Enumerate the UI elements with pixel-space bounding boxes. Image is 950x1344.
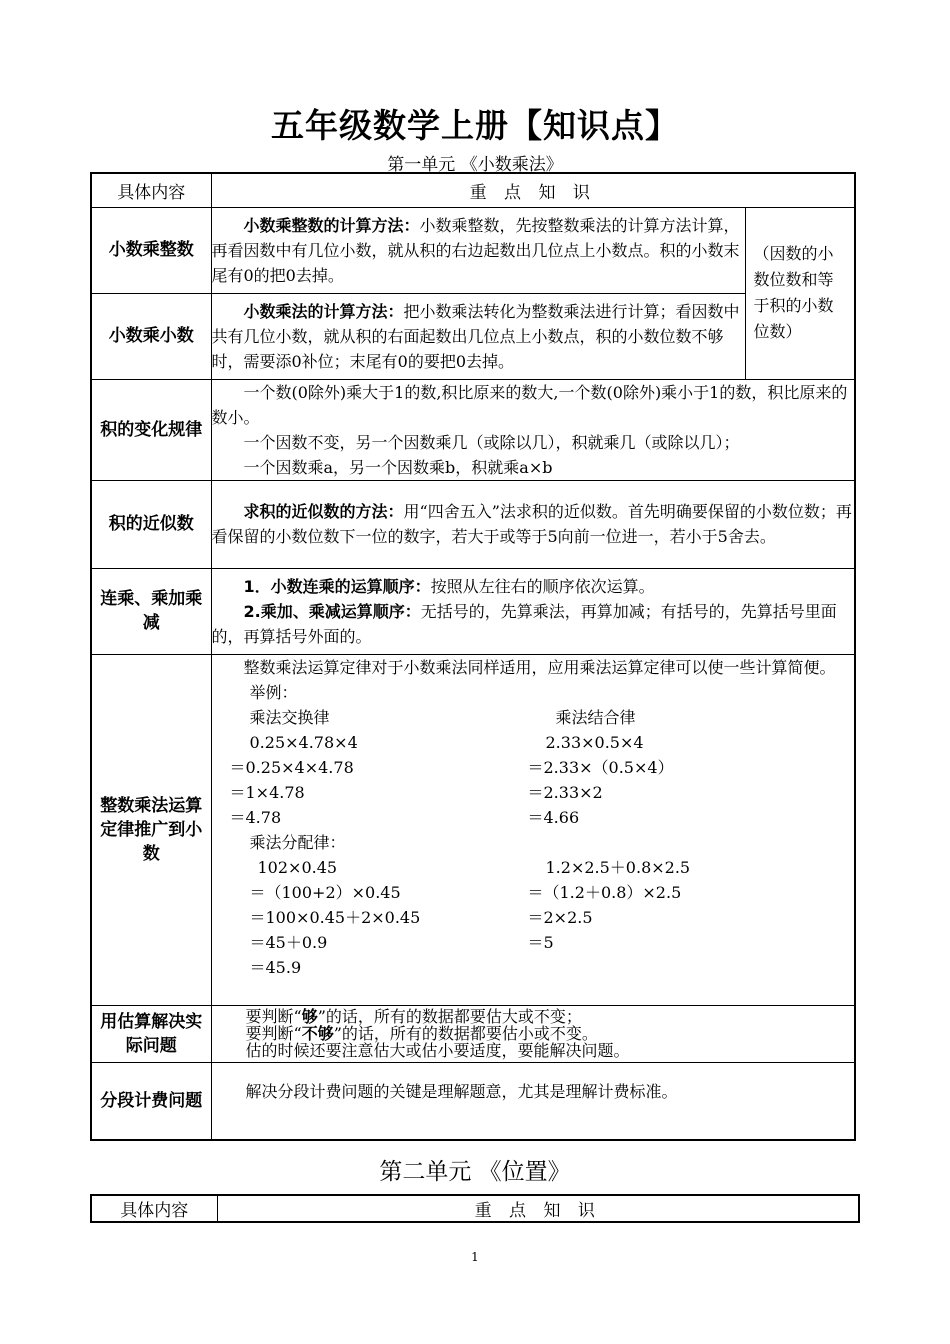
side-note: （因数的小数位数和等于积的小数位数）	[745, 207, 855, 379]
row-label-decimal-times-integer: 小数乘整数	[91, 207, 211, 293]
calc-step: ＝100×0.45＋2×0.45	[249, 907, 421, 927]
order-text: 无括号的，先算乘法，再算加减；有括号的，先算括号里面的，再算括号外面的。	[211, 601, 837, 646]
row-label-decimal-times-decimal: 小数乘小数	[91, 293, 211, 379]
method-title: 求积的近似数的方法：	[243, 502, 404, 521]
order-title: 1．小数连乘的运算顺序：	[243, 576, 431, 596]
header-knowledge-col: 重 点 知 识	[211, 173, 855, 207]
row-content	[211, 480, 855, 568]
table-row	[91, 480, 855, 568]
estimation-line: 要判断“够”的话，所有的数据都要估大或不变；	[245, 1007, 582, 1026]
row-label-product-rules: 积的变化规律	[91, 379, 211, 480]
calc-step: ＝45.9	[249, 957, 302, 977]
row-content	[211, 1062, 855, 1140]
estimation-line: 估的时候还要注意估大或估小要适度，要能解决问题。	[245, 1041, 630, 1060]
table-row	[91, 1062, 855, 1140]
table-row	[91, 293, 855, 379]
unit1-table	[90, 172, 856, 1141]
row-content	[211, 207, 745, 293]
calc-step: ＝4.78	[229, 807, 282, 827]
row-content	[211, 1005, 855, 1062]
table-row	[91, 568, 855, 654]
row-content	[211, 654, 855, 1005]
unit2-table	[90, 1194, 860, 1223]
billing-text: 解决分段计费问题的关键是理解题意，尤其是理解计费标准。	[245, 1081, 678, 1101]
calc-step: ＝2.33×（0.5×4）	[527, 757, 674, 777]
row-label-tiered-billing: 分段计费问题	[91, 1062, 211, 1140]
paragraph: 一个数(0除外)乘大于1的数,积比原来的数大,一个数(0除外)乘小于1的数，积比原来的数小。	[211, 382, 848, 427]
table-row	[91, 654, 855, 1005]
table-row	[91, 1005, 855, 1062]
header-content-col: 具体内容	[91, 173, 211, 207]
calc-step: ＝2×2.5	[527, 907, 593, 927]
paragraph: 一个因数不变，另一个因数乘几（或除以几），积就乘几（或除以几）；	[243, 432, 740, 452]
page-number: 1	[471, 1250, 479, 1264]
paragraph: 一个因数乘a，另一个因数乘b，积就乘a×b	[243, 457, 553, 477]
calc-step: ＝45＋0.9	[249, 932, 328, 952]
row-content	[211, 293, 745, 379]
table-row	[91, 207, 855, 293]
calc-step: 102×0.45	[257, 857, 338, 877]
document-title: 五年级数学上册【知识点】	[271, 106, 679, 145]
row-content	[211, 379, 855, 480]
calc-step: ＝1×4.78	[229, 782, 305, 802]
method-title: 小数乘整数的计算方法：	[243, 215, 420, 235]
header-content-col: 具体内容	[91, 1195, 217, 1222]
table-header-row	[91, 173, 855, 207]
calc-step: ＝5	[527, 932, 554, 952]
estimation-line: 要判断“不够”的话，所有的数据都要估小或不变。	[245, 1024, 598, 1043]
calc-examples	[212, 680, 855, 1005]
row-label-chain-operations: 连乘、乘加乘减	[91, 568, 211, 654]
calc-step: ＝0.25×4×4.78	[229, 757, 354, 777]
order-title: 2.乘加、乘减运算顺序：	[243, 601, 421, 621]
associative-title: 乘法结合律	[555, 707, 636, 727]
calc-step: ＝2.33×2	[527, 782, 603, 802]
row-label-laws-extension: 整数乘法运算定律推广到小数	[91, 654, 211, 1005]
method-text: 小数乘整数，先按整数乘法的计算方法计算，再看因数中有几位小数，就从积的右边起数出几位点上小数点。积的小数末尾有0的把0去掉。	[211, 215, 740, 285]
calc-step: ＝（1.2＋0.8）×2.5	[527, 882, 682, 902]
method-title: 小数乘法的计算方法：	[243, 301, 404, 321]
header-knowledge-col: 重 点 知 识	[217, 1195, 859, 1222]
paragraph: 整数乘法运算定律对于小数乘法同样适用，应用乘法运算定律可以使一些计算简便。	[243, 657, 836, 677]
distributive-title: 乘法分配律：	[249, 832, 346, 852]
row-label-approximation: 积的近似数	[91, 480, 211, 568]
example-label: 举例：	[249, 682, 298, 702]
unit2-title: 第二单元 《位置》	[379, 1159, 571, 1185]
unit1-title: 第一单元 《小数乘法》	[387, 155, 563, 175]
row-content	[211, 568, 855, 654]
calc-step: ＝4.66	[527, 807, 580, 827]
method-text: 用“四舍五入”法求积的近似数。首先明确要保留的小数位数；再看保留的小数位数下一位的数字，若大于或等于5向前一位进一，若小于5舍去。	[211, 502, 852, 546]
order-text: 按照从左往右的顺序依次运算。	[430, 576, 655, 596]
calc-step: 1.2×2.5＋0.8×2.5	[545, 857, 691, 877]
calc-step: 2.33×0.5×4	[545, 732, 644, 752]
method-text: 把小数乘法转化为整数乘法进行计算；看因数中共有几位小数，就从积的右面起数出几位点上小数点，积的小数位数不够时，需要添0补位；末尾有0的要把0去掉。	[211, 301, 740, 371]
calc-step: ＝（100+2）×0.45	[249, 882, 401, 902]
table-row	[91, 379, 855, 480]
row-label-estimation: 用估算解决实际问题	[91, 1005, 211, 1062]
commutative-title: 乘法交换律	[249, 707, 330, 727]
calc-step: 0.25×4.78×4	[249, 732, 358, 752]
